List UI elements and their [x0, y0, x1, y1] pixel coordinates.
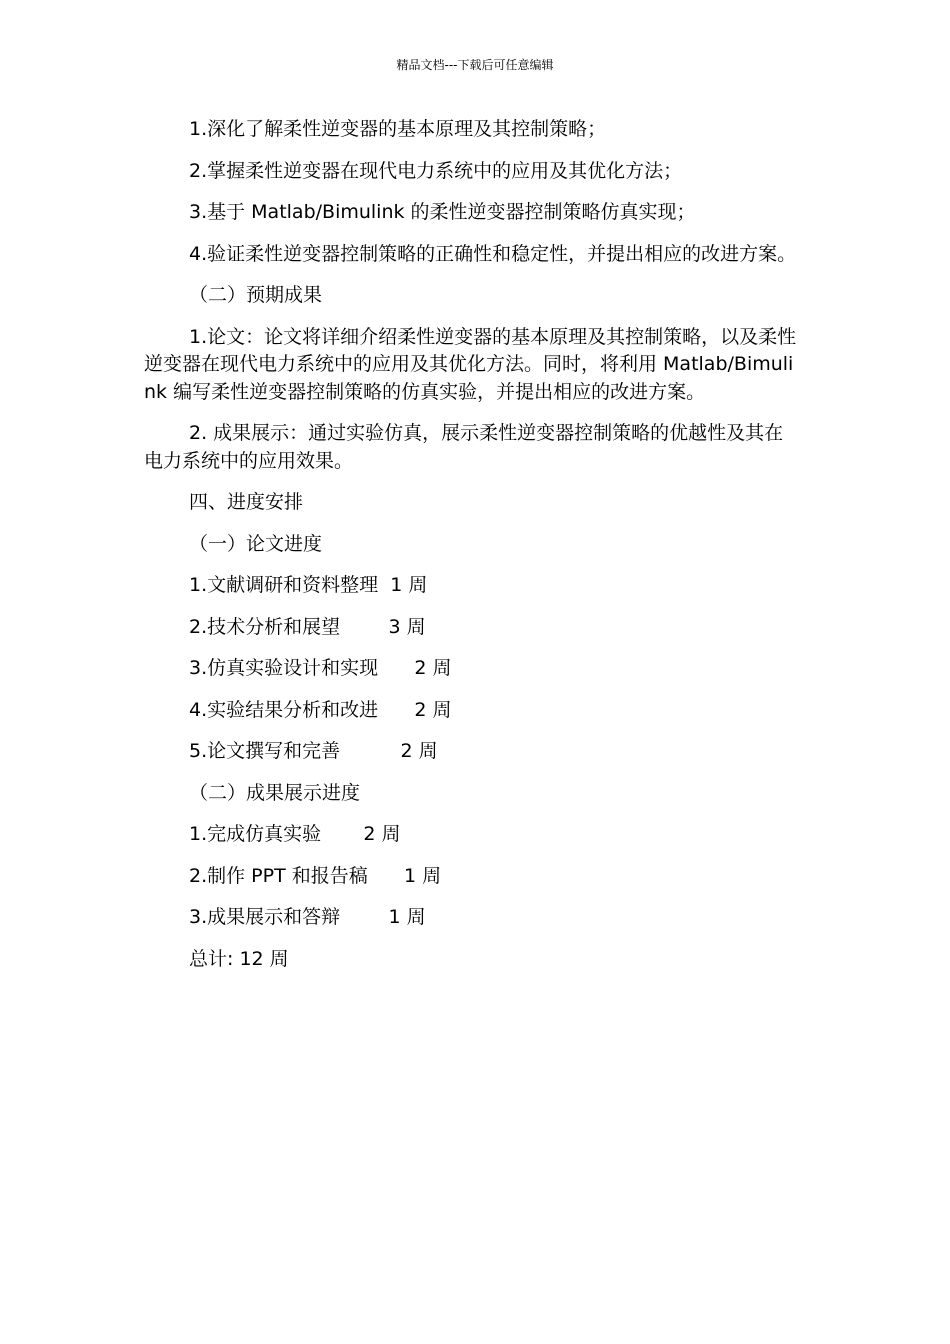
- schedule-item: 3.仿真实验设计和实现 2 周: [189, 657, 452, 679]
- section-heading-expected-results: （二）预期成果: [189, 284, 323, 306]
- objective-item-1: 1.深化了解柔性逆变器的基本原理及其控制策略；: [189, 118, 607, 140]
- schedule-item: 1.文献调研和资料整理 1 周: [189, 574, 428, 596]
- schedule-total: 总计: 12 周: [189, 947, 289, 970]
- subheading-paper-schedule: （一）论文进度: [189, 532, 323, 555]
- document-body: [144, 116, 799, 987]
- subheading-presentation-schedule: （二）成果展示进度: [189, 781, 361, 804]
- schedule-item: 3.成果展示和答辩 1 周: [189, 906, 426, 928]
- schedule-item: 4.实验结果分析和改进 2 周: [189, 698, 452, 721]
- schedule-item: 2.制作 PPT 和报告稿 1 周: [189, 864, 442, 887]
- objective-item-4: 4.验证柔性逆变器控制策略的正确性和稳定性，并提出相应的改进方案。: [189, 242, 797, 265]
- schedule-item: 1.完成仿真实验 2 周: [189, 823, 401, 845]
- page-header: 精品文档---下载后可任意编辑: [396, 58, 554, 72]
- schedule-item: 5.论文撰写和完善 2 周: [189, 740, 438, 762]
- schedule-item: 2.技术分析和展望 3 周: [189, 615, 426, 638]
- expected-result-paper: 1.论文：论文将详细介绍柔性逆变器的基本原理及其控制策略，以及柔性逆变器在现代电力系统中的应用及其优化方法。同时，将利用 Matlab/Bimulink 编写柔性逆变器控制策略的仿真实验，并提出相应的改进方案。: [144, 325, 797, 403]
- objective-item-3: 3.基于 Matlab/Bimulink 的柔性逆变器控制策略仿真实现；: [189, 201, 696, 223]
- expected-result-presentation: 2. 成果展示：通过实验仿真，展示柔性逆变器控制策略的优越性及其在电力系统中的应用效果。: [144, 422, 784, 472]
- objective-item-2: 2.掌握柔性逆变器在现代电力系统中的应用及其优化方法；: [189, 159, 683, 182]
- section-heading-schedule: 四、进度安排: [189, 491, 304, 513]
